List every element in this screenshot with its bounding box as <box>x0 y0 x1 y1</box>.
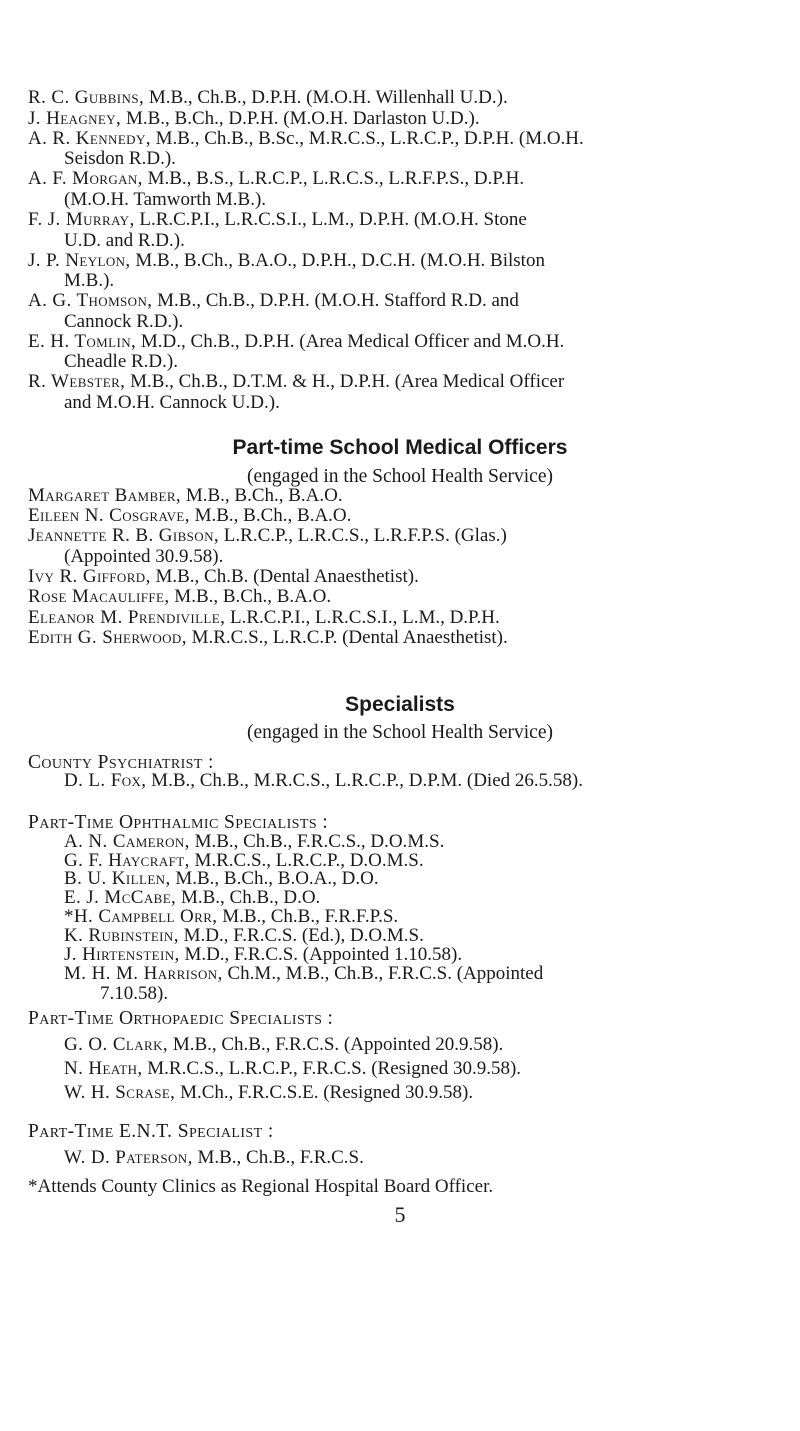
person-name: D. L. Fox, <box>64 770 147 792</box>
qualifications: M.R.C.S., L.R.C.P., D.O.M.S. <box>189 849 424 871</box>
moh-entry <box>28 169 773 210</box>
qualifications: M.B., B.Ch., B.A.O., D.P.H., D.C.H. (M.O.H. Bilston <box>130 249 545 271</box>
qualifications: M.B., Ch.B., F.R.C.S. <box>192 1146 364 1168</box>
continuation: (Appointed 30.9.58). <box>64 545 224 567</box>
moh-entry <box>28 109 773 130</box>
qualifications: M.B., B.Ch., B.O.A., D.O. <box>170 868 379 890</box>
continuation: Cannock R.D.). <box>64 310 184 332</box>
person-name: G. O. Clark, <box>64 1033 169 1055</box>
person-name: A. N. Cameron, <box>64 830 190 852</box>
continuation: Cheadle R.D.). <box>64 351 178 373</box>
qualifications: M.B., B.Ch., B.A.O. <box>169 586 332 608</box>
specialist-entry <box>64 1035 774 1056</box>
continuation: (M.O.H. Tamworth M.B.). <box>64 188 267 210</box>
person-name: Jeannette R. B. Gibson, <box>28 525 220 547</box>
qualifications: M.B., Ch.B. (Dental Anaesthetist). <box>150 566 419 587</box>
qualifications: L.R.C.P.I., L.R.C.S.I., L.M., D.P.H. (M.O.H. Stone <box>134 209 527 230</box>
person-name: Rose Macauliffe, <box>28 586 170 608</box>
qualifications: M.B., Ch.B., F.R.F.P.S. <box>217 906 399 928</box>
specialist-entry <box>64 1083 774 1104</box>
section-subheading: (engaged in the School Health Service) <box>247 466 553 488</box>
specialist-entry <box>64 771 774 792</box>
moh-entry <box>28 332 773 373</box>
continuation: M.B.). <box>64 270 115 292</box>
qualifications: M.Ch., F.R.C.S.E. (Resigned 30.9.58). <box>175 1081 474 1103</box>
moh-entry <box>28 210 773 251</box>
person-name: R. C. Gubbins, <box>28 87 145 109</box>
qualifications: M.B., Ch.B., F.R.C.S., D.O.M.S. <box>189 830 445 852</box>
person-name: *H. Campbell Orr, <box>64 906 218 928</box>
person-name: W. D. Paterson, <box>64 1146 193 1168</box>
specialist-entry <box>64 1059 774 1080</box>
school-entry <box>28 587 773 608</box>
person-name: J. P. Neylon, <box>28 249 131 271</box>
qualifications: M.B., Ch.B., D.O. <box>176 887 321 909</box>
person-name: J. Heagney, <box>28 107 122 129</box>
qualifications: M.R.C.S., L.R.C.P. (Dental Anaesthetist). <box>186 626 508 648</box>
person-name: J. Hirtenstein, <box>64 944 180 965</box>
person-name: Eleanor M. Prendiville, <box>28 606 226 628</box>
school-entry <box>28 567 773 588</box>
school-entry <box>28 486 773 507</box>
qualifications: M.B., Ch.B., B.Sc., M.R.C.S., L.R.C.P., D.P.H. (M.O.H. <box>150 127 584 149</box>
person-name: B. U. Killen, <box>64 868 171 890</box>
qualifications: M.B., B.Ch., D.P.H. (M.O.H. Darlaston U.D.). <box>121 107 480 129</box>
school-entry <box>28 608 773 629</box>
qualifications: M.B., Ch.B., F.R.C.S. (Appointed 20.9.58). <box>168 1033 504 1055</box>
continuation: 7.10.58). <box>100 983 169 1005</box>
moh-entry <box>28 129 773 170</box>
person-name: M. H. M. Harrison, <box>64 962 223 984</box>
group-label: Part-Time E.N.T. Specialist : <box>28 1120 274 1142</box>
moh-entry <box>28 88 773 109</box>
qualifications: M.D., F.R.C.S. (Ed.), D.O.M.S. <box>178 925 424 947</box>
person-name: E. H. Tomlin, <box>28 330 137 352</box>
person-name: N. Heath, <box>64 1057 143 1079</box>
moh-entry <box>28 291 773 332</box>
qualifications: Ch.M., M.B., Ch.B., F.R.C.S. (Appointed <box>222 962 544 984</box>
person-name: Margaret Bamber, <box>28 484 182 506</box>
group-label: Part-Time Ophthalmic Specialists : <box>28 812 329 833</box>
moh-entry <box>28 251 773 292</box>
qualifications: M.B., Ch.B., D.P.H. (M.O.H. Stafford R.D. and <box>152 290 519 312</box>
person-name: A. R. Kennedy, <box>28 127 151 149</box>
person-name: R. Webster, <box>28 371 126 393</box>
person-name: F. J. Murray, <box>28 209 135 230</box>
person-name: E. J. McCabe, <box>64 887 177 909</box>
group-label: Part-Time Orthopaedic Specialists : <box>28 1007 334 1029</box>
section-heading-school: Part-time School Medical Officers <box>232 436 568 460</box>
qualifications: M.D., Ch.B., D.P.H. (Area Medical Officer and M.O.H. <box>136 330 565 352</box>
school-entry <box>28 506 773 527</box>
qualifications: M.B., B.Ch., B.A.O. <box>189 505 352 527</box>
qualifications: M.B., Ch.B., D.T.M. & H., D.P.H. (Area Medical Officer <box>125 371 565 393</box>
person-name: K. Rubinstein, <box>64 925 179 947</box>
school-entry <box>28 526 773 567</box>
qualifications: M.B., B.S., L.R.C.P., L.R.C.S., L.R.F.P.S., D.P.H. <box>142 168 525 190</box>
qualifications: M.D., F.R.C.S. (Appointed 1.10.58). <box>179 944 463 965</box>
continuation: U.D. and R.D.). <box>64 229 185 251</box>
continuation: and M.O.H. Cannock U.D.). <box>64 391 280 413</box>
group-label: County Psychiatrist : <box>28 751 214 773</box>
person-name: Eileen N. Cosgrave, <box>28 505 190 527</box>
qualifications: M.R.C.S., L.R.C.P., F.R.C.S. (Resigned 30.9.58). <box>142 1057 522 1079</box>
person-name: A. G. Thomson, <box>28 290 153 312</box>
person-name: W. H. Scrase, <box>64 1081 176 1103</box>
qualifications: M.B., Ch.B., D.P.H. (M.O.H. Willenhall U.D.). <box>144 87 508 109</box>
specialist-entry <box>64 1148 774 1169</box>
person-name: Ivy R. Gifford, <box>28 566 151 587</box>
qualifications: L.R.C.P., L.R.C.S., L.R.F.P.S. (Glas.) <box>219 525 507 547</box>
moh-entry <box>28 372 773 413</box>
section-subheading: (engaged in the School Health Service) <box>247 722 553 744</box>
person-name: G. F. Haycraft, <box>64 849 190 871</box>
footnote: *Attends County Clinics as Regional Hospital Board Officer. <box>28 1175 494 1197</box>
person-name: A. F. Morgan, <box>28 168 143 190</box>
specialist-entry <box>64 964 774 1005</box>
qualifications: M.B., B.Ch., B.A.O. <box>181 484 343 506</box>
continuation: Seisdon R.D.). <box>64 148 176 170</box>
section-heading-specialists: Specialists <box>345 693 455 716</box>
person-name: Edith G. Sherwood, <box>28 626 187 648</box>
page-number: 5 <box>394 1201 406 1227</box>
qualifications: L.R.C.P.I., L.R.C.S.I., L.M., D.P.H. <box>225 606 500 628</box>
qualifications: M.B., Ch.B., M.R.C.S., L.R.C.P., D.P.M. (Died 26.5.58). <box>146 770 583 792</box>
school-entry <box>28 628 773 649</box>
